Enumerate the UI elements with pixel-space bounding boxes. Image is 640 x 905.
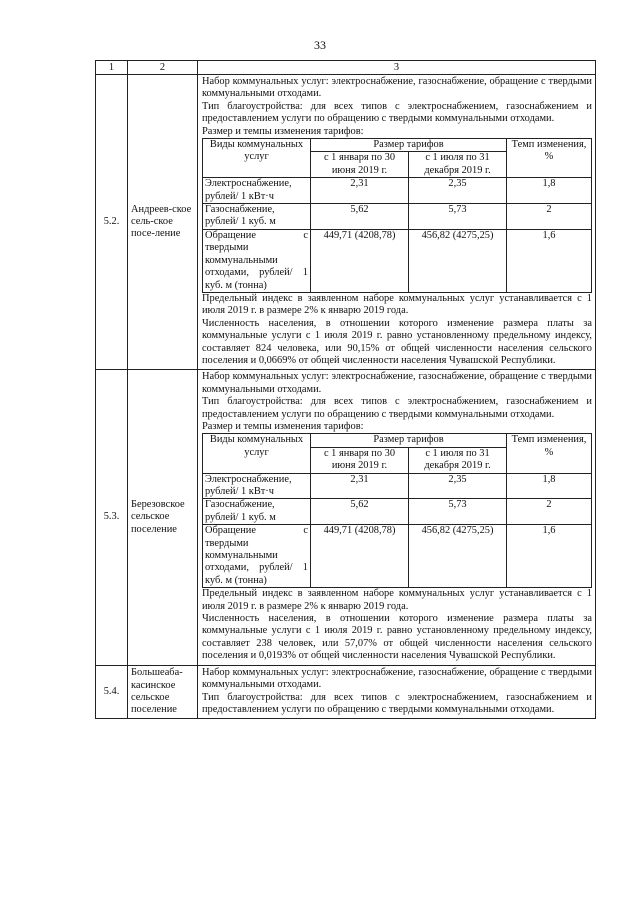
tariff-service: Электроснабжение, рублей/ 1 кВт·ч bbox=[203, 178, 311, 204]
population-text: Численность населения, в отношении которого изменение размера платы за коммунальные услуги с 1 июля 2019 г. равно установленному предельному индексу, составляет 824 человека, или 90,15% от общей численности населения сельского поселения и 0,0669% от общей численности населения Чувашской Республики. bbox=[202, 317, 592, 366]
tariff-service: Обращение с твердыми коммунальными отходами, рублей/ 1 куб. м (тонна) bbox=[203, 229, 311, 292]
services-set-text: Набор коммунальных услуг: электроснабжение, газоснабжение, обращение с твердыми коммунальными отходами. bbox=[202, 666, 592, 691]
amenity-type-text: Тип благоустройства: для всех типов с электроснабжением, газоснабжением и предоставлением услуги по обращению с твердыми коммунальными отходами. bbox=[202, 691, 592, 715]
table-row bbox=[96, 665, 596, 719]
row-number: 5.3. bbox=[96, 370, 128, 665]
price-index-text: Предельный индекс в заявленном наборе коммунальных услуг устанавливается с 1 июля 2019 г. в размере 2% к январю 2019 года. bbox=[202, 292, 592, 317]
rates-title: Размер и темпы изменения тарифов: bbox=[202, 420, 364, 432]
price-index-text: Предельный индекс в заявленном наборе коммунальных услуг устанавливается с 1 июля 2019 г. в размере 2% к январю 2019 года. bbox=[202, 588, 592, 612]
tariff-p1: 2,31 bbox=[311, 178, 409, 204]
tariff-header-rate: Темп изменения, % bbox=[507, 434, 592, 473]
column-header-2: 2 bbox=[128, 61, 198, 75]
tariff-p1: 449,71 (4208,78) bbox=[311, 229, 409, 292]
tariff-header-period2: с 1 июля по 31 декабря 2019 г. bbox=[409, 152, 507, 178]
table-row bbox=[96, 75, 596, 370]
tariff-header-rate: Темп изменения, % bbox=[507, 139, 592, 178]
tariff-p2: 456,82 (4275,25) bbox=[409, 229, 507, 292]
row-number: 5.4. bbox=[96, 665, 128, 719]
tariff-p2: 5,73 bbox=[409, 204, 507, 230]
tariff-rate: 2 bbox=[507, 204, 592, 230]
row-content bbox=[198, 665, 596, 719]
column-header-1: 1 bbox=[96, 61, 128, 75]
tariff-rate: 1,8 bbox=[507, 473, 592, 499]
tariff-p1: 5,62 bbox=[311, 204, 409, 230]
services-set-text: Набор коммунальных услуг: электроснабжение, газоснабжение, обращение с твердыми коммунальными отходами. bbox=[202, 371, 592, 395]
tariff-p2: 5,73 bbox=[409, 499, 507, 525]
tariff-row bbox=[203, 204, 592, 230]
tariff-header-services: Виды коммунальных услуг bbox=[203, 434, 311, 473]
population-text: Численность населения, в отношении которого изменение размера платы за коммунальные услуги с 1 июля 2019 г. равно установленному предельному индексу, составляет 238 человек, или 57,07% от общей численности населения сельского поселения и 0,0193% от общей численности населения Чувашской Республики. bbox=[202, 613, 592, 662]
tariff-rate: 1,6 bbox=[507, 525, 592, 588]
row-number: 5.2. bbox=[96, 75, 128, 370]
tariff-row bbox=[203, 499, 592, 525]
tariff-table bbox=[202, 433, 592, 588]
tariff-header-services: Виды коммунальных услуг bbox=[203, 139, 311, 178]
tariff-rate: 2 bbox=[507, 499, 592, 525]
tariff-service: Электроснабжение, рублей/ 1 кВт·ч bbox=[203, 473, 311, 499]
tariff-row bbox=[203, 473, 592, 499]
tariff-service: Газоснабжение, рублей/ 1 куб. м bbox=[203, 204, 311, 230]
tariff-row bbox=[203, 178, 592, 204]
row-content bbox=[198, 75, 596, 370]
tariff-header-size: Размер тарифов bbox=[311, 434, 507, 447]
tariff-service: Обращение с твердыми коммунальными отходами, рублей/ 1 куб. м (тонна) bbox=[203, 525, 311, 588]
settlement-name: Большеаба-касинское сельское поселение bbox=[128, 665, 198, 719]
table-row bbox=[96, 370, 596, 665]
rates-title: Размер и темпы изменения тарифов: bbox=[202, 125, 364, 137]
settlement-name: Андреев-ское сель-ское посе-ление bbox=[128, 75, 198, 370]
tariff-p2: 2,35 bbox=[409, 473, 507, 499]
tariff-row bbox=[203, 525, 592, 588]
tariff-p1: 449,71 (4208,78) bbox=[311, 525, 409, 588]
column-header-row bbox=[96, 61, 596, 75]
tariff-header-period1: с 1 января по 30 июня 2019 г. bbox=[311, 152, 409, 178]
tariff-header-period2: с 1 июля по 31 декабря 2019 г. bbox=[409, 447, 507, 473]
main-table bbox=[95, 60, 596, 719]
tariff-header-period1: с 1 января по 30 июня 2019 г. bbox=[311, 447, 409, 473]
tariff-p2: 2,35 bbox=[409, 178, 507, 204]
column-header-3: 3 bbox=[198, 61, 596, 75]
tariff-p1: 5,62 bbox=[311, 499, 409, 525]
row-content bbox=[198, 370, 596, 665]
settlement-name: Березовское сельское поселение bbox=[128, 370, 198, 665]
page-number: 33 bbox=[314, 38, 326, 52]
tariff-rate: 1,8 bbox=[507, 178, 592, 204]
tariff-header-size: Размер тарифов bbox=[311, 139, 507, 152]
tariff-p1: 2,31 bbox=[311, 473, 409, 499]
tariff-row bbox=[203, 229, 592, 292]
tariff-service: Газоснабжение, рублей/ 1 куб. м bbox=[203, 499, 311, 525]
services-set-text: Набор коммунальных услуг: электроснабжение, газоснабжение, обращение с твердыми коммунальными отходами. bbox=[202, 76, 592, 100]
amenity-type-text: Тип благоустройства: для всех типов с электроснабжением, газоснабжением и предоставлением услуги по обращению с твердыми коммунальными отходами. bbox=[202, 396, 592, 420]
amenity-type-text: Тип благоустройства: для всех типов с электроснабжением, газоснабжением и предоставлением услуги по обращению с твердыми коммунальными отходами. bbox=[202, 100, 592, 125]
tariff-p2: 456,82 (4275,25) bbox=[409, 525, 507, 588]
tariff-rate: 1,6 bbox=[507, 229, 592, 292]
tariff-table bbox=[202, 138, 592, 293]
